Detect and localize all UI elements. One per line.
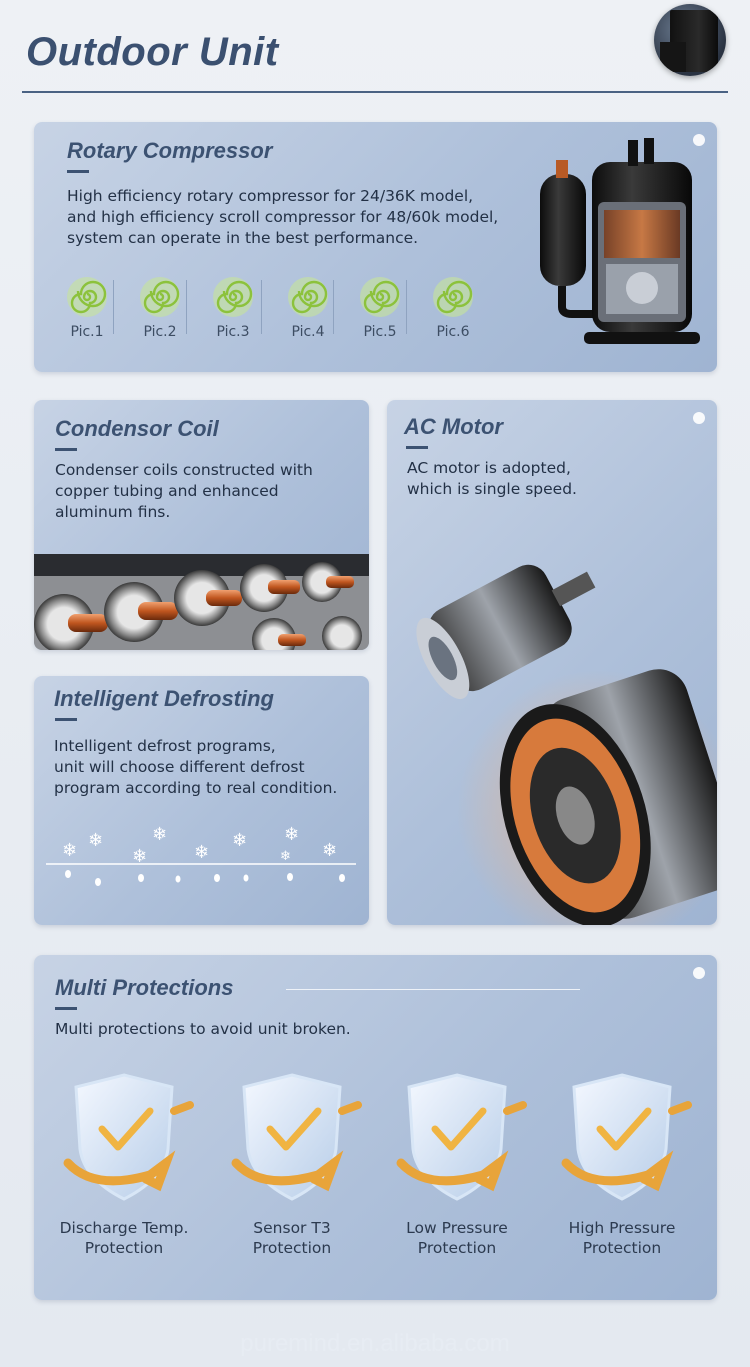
snowflake-icon: ❄ xyxy=(322,840,338,861)
ac-motor-illustration xyxy=(387,550,717,925)
snowflake-icon: ❄ xyxy=(132,846,148,867)
multi-protections-text: Multi protections to avoid unit broken. xyxy=(55,1020,351,1038)
pic-separator xyxy=(113,280,114,334)
condensor-coil-card xyxy=(34,400,369,650)
snowflake-icon: ❄ xyxy=(62,840,78,861)
snowflake-icon: ❄ xyxy=(194,842,210,863)
header-divider xyxy=(22,91,728,93)
protection-item xyxy=(54,1071,194,1258)
pic-item xyxy=(130,276,190,340)
shield-check-icon xyxy=(54,1071,194,1206)
pic-separator xyxy=(406,280,407,334)
shield-check-icon xyxy=(222,1071,362,1206)
snowflake-icon: ❄ xyxy=(152,824,168,845)
pic-item xyxy=(278,276,338,340)
defrost-illustration xyxy=(34,816,369,896)
title-rule xyxy=(286,989,580,990)
protection-item xyxy=(222,1071,362,1258)
protection-item xyxy=(387,1071,527,1258)
snowflake-icon: ❄ xyxy=(232,830,248,851)
spiral-icon xyxy=(432,276,474,318)
outdoor-unit-thumbnail xyxy=(654,4,726,76)
multi-protections-card xyxy=(34,955,717,1300)
pic-separator xyxy=(261,280,262,334)
intelligent-defrosting-card xyxy=(34,676,369,925)
protection-item xyxy=(552,1071,692,1258)
pic-separator xyxy=(186,280,187,334)
condenser-coil-image xyxy=(34,554,369,650)
spiral-icon xyxy=(212,276,254,318)
intelligent-defrosting-text: Intelligent defrost programs, unit will choose different defrost program according to real condition. xyxy=(54,737,338,797)
shield-check-icon xyxy=(552,1071,692,1206)
ac-motor-title: AC Motor xyxy=(404,414,503,439)
intelligent-defrosting-title: Intelligent Defrosting xyxy=(54,686,274,711)
page-title: Outdoor Unit xyxy=(26,30,279,74)
compressor-illustration xyxy=(532,132,702,362)
title-dash xyxy=(55,718,77,721)
rotary-compressor-title: Rotary Compressor xyxy=(67,138,273,163)
title-dash xyxy=(406,446,428,449)
title-dash xyxy=(55,448,77,451)
condensor-coil-text: Condenser coils constructed with copper tubing and enhanced aluminum fins. xyxy=(55,461,313,521)
card-dot xyxy=(693,967,705,979)
shield-check-icon xyxy=(387,1071,527,1206)
protection-label: Discharge Temp. Protection xyxy=(59,1219,189,1257)
condensor-coil-title: Condensor Coil xyxy=(55,416,219,441)
title-dash xyxy=(67,170,89,173)
rotary-compressor-card xyxy=(34,122,717,372)
spiral-icon xyxy=(287,276,329,318)
pic-label: Pic.6 xyxy=(436,324,470,340)
protection-label: Sensor T3 Protection xyxy=(252,1219,332,1257)
pic-item xyxy=(57,276,117,340)
snowflake-icon: ❄ xyxy=(284,824,300,845)
protection-label: High Pressure Protection xyxy=(568,1219,676,1257)
rotary-compressor-text: High efficiency rotary compressor for 24/36K model, and high efficiency scroll compressor for 48/60k model, system can operate in the best performance. xyxy=(67,187,499,247)
watermark: puremind.en.alibaba.com xyxy=(240,1330,510,1357)
ac-motor-card xyxy=(387,400,717,925)
pic-item xyxy=(350,276,410,340)
spiral-icon xyxy=(359,276,401,318)
multi-protections-title: Multi Protections xyxy=(55,975,234,1000)
protection-label: Low Pressure Protection xyxy=(406,1219,508,1257)
spiral-icon xyxy=(66,276,108,318)
pic-item xyxy=(423,276,483,340)
card-dot xyxy=(693,412,705,424)
pic-label: Pic.2 xyxy=(143,324,177,340)
pic-label: Pic.1 xyxy=(70,324,104,340)
snowflake-icon: ❄ xyxy=(88,830,104,851)
pic-separator xyxy=(333,280,334,334)
pic-item xyxy=(203,276,263,340)
pic-label: Pic.3 xyxy=(216,324,250,340)
ac-motor-text: AC motor is adopted, which is single speed. xyxy=(407,459,577,498)
pic-label: Pic.4 xyxy=(291,324,325,340)
spiral-icon xyxy=(139,276,181,318)
title-dash xyxy=(55,1007,77,1010)
pic-label: Pic.5 xyxy=(363,324,397,340)
snowflake-icon: ❄ xyxy=(280,849,291,864)
